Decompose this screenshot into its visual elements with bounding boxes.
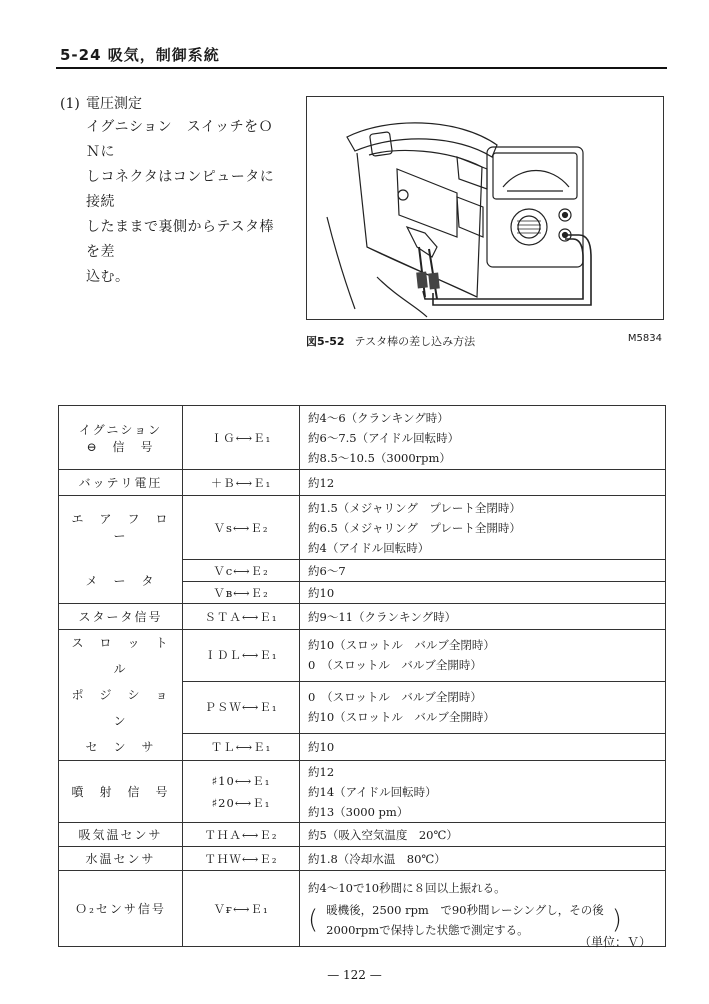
value-cell: 約10 [300,733,666,760]
signal-name-cell [59,406,183,470]
signal-name: 吸気温センサ [59,823,183,847]
header-rule [56,67,667,69]
table-row [59,847,666,871]
value-line: 0 （スロットル バルブ全閉時） [308,690,482,705]
terminal-cell: ＴＨＡ⟷Ｅ₂ [183,823,300,847]
section-body [86,115,286,290]
table-row [59,630,666,682]
value-cell: 約5（吸入空気温度 20℃） [300,823,666,847]
note-line: 暖機後，2500 rpm で90秒間レーシングし，その後 [326,902,604,917]
section-line: したままで裏側からテスタ棒を差 [86,219,274,260]
unit-note: （単位：Ｖ） [578,935,651,949]
table-row [59,604,666,630]
open-paren: ( [308,904,319,935]
value-line: 約14（アイドル回転時） [308,784,437,799]
terminal-cell: ＰＳＷ⟷Ｅ₁ [183,681,300,733]
signal-name: スタータ信号 [59,604,183,630]
value-line: 約4（アイドル回転時） [308,540,430,555]
terminal-cell: ＴＨＷ⟷Ｅ₂ [183,847,300,871]
section-line: しコネクタはコンピュータに接続 [86,169,275,210]
value-line: 約8.5～10.5（3000rpm） [308,450,451,465]
figure-code: M5834 [627,333,662,344]
close-paren: ) [611,904,622,935]
table-row [59,496,666,560]
section-heading-text: 電圧測定 [86,96,142,112]
note-line: 2000rpmで保持した状態で測定する。 [326,922,529,937]
section-number: (1) [60,96,80,112]
value-line: 約10（スロットル バルブ全開時） [308,710,495,725]
terminal-cell: ＩＧ⟷Ｅ₁ [183,406,300,470]
value-line: 約1.5（メジャリング プレート全閉時） [308,500,521,515]
section-line: 込む。 [86,269,130,285]
voltage-spec-table [58,405,666,947]
value-cell: 約1.8（冷却水温 80℃） [300,847,666,871]
table-row [59,823,666,847]
table-row [59,761,666,823]
signal-name: バッテリ電圧 [59,470,183,496]
section-heading [60,93,142,113]
signal-name: エ ア フ ロ ー [71,512,184,543]
signal-name: メ ー タ [85,574,156,588]
terminal-cell: Ｖs⟷Ｅ₂ [183,496,300,560]
terminal-cell: Ｖғ⟷Ｅ₁ [183,871,300,947]
terminal-cell: ＩＤＬ⟷Ｅ₁ [183,630,300,682]
value-line: 約4～10で10秒間に８回以上振れる。 [308,880,506,895]
value-cell [300,681,666,733]
value-cell [300,496,666,560]
value-cell: 約12 [300,470,666,496]
value-line: 約13（3000 pm） [308,804,409,819]
terminal-cell: ♯10⟷Ｅ₁ ♯20⟷Ｅ₁ [183,761,300,823]
value-cell [300,761,666,823]
value-line: 約10（スロットル バルブ全閉時） [308,638,495,653]
terminal-cell: Ｖʙ⟷Ｅ₂ [183,582,300,604]
page-number: — 122 — [327,968,382,982]
table-row [59,406,666,470]
table-row [59,470,666,496]
value-line: 約4～6（クランキング時） [308,410,449,425]
value-line: 0 （スロットル バルブ全開時） [308,658,482,673]
value-cell: 約9～11（クランキング時） [300,604,666,630]
signal-name: 噴 射 信 号 [59,761,183,823]
figure-illustration [306,96,664,320]
signal-name-cell [59,496,183,604]
signal-name: イグニション [78,422,163,437]
terminal-cell: Ｖc⟷Ｅ₂ [183,560,300,582]
value-line: 約6.5（メジャリング プレート全開時） [308,520,521,535]
page-header-title: 5-24 吸気，制御系統 [60,46,220,64]
note-text [318,900,612,940]
figure-label: 図5-52 [306,335,345,348]
signal-name: 水温センサ [59,847,183,871]
signal-name-cell [59,630,183,761]
signal-name: ス ロ ッ ト ル [71,636,184,676]
signal-name: ⊖ 信 号 [86,439,155,454]
value-cell [300,406,666,470]
terminal-cell: ＳＴＡ⟷Ｅ₁ [183,604,300,630]
signal-name: ポ ジ シ ョ ン [71,688,184,728]
signal-name: セ ン サ [85,740,156,754]
figure-caption [306,333,664,349]
terminal-cell: ＴＬ⟷Ｅ₁ [183,733,300,760]
figure-caption-text: テスタ棒の差し込み方法 [354,335,476,348]
value-cell: 約6～7 [300,560,666,582]
table-row [59,871,666,947]
terminal-cell: ＋Ｂ⟷Ｅ₁ [183,470,300,496]
value-cell [300,630,666,682]
signal-name: Ｏ₂センサ信号 [59,871,183,947]
value-line: 約12 [308,764,335,779]
value-cell: 約10 [300,582,666,604]
section-line: イグニション スイッチをＯＮに [86,119,274,160]
value-line: 約6～7.5（アイドル回転時） [308,430,460,445]
